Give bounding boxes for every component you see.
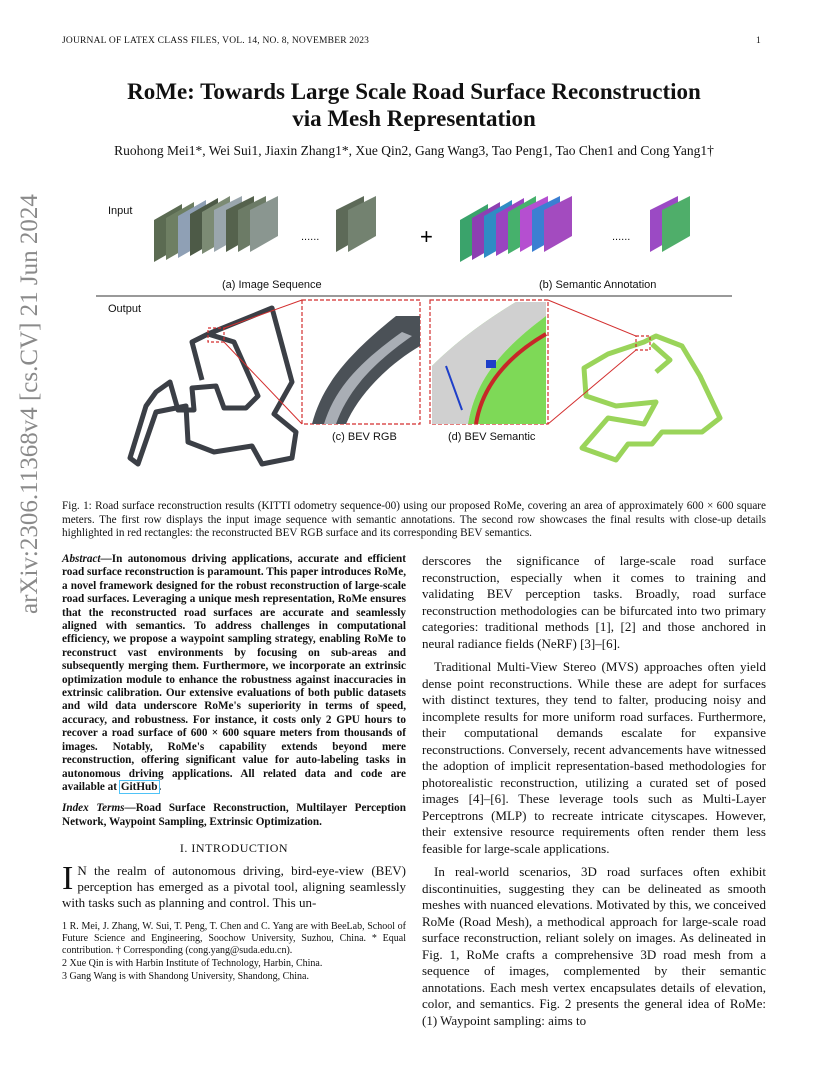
footnotes <box>62 921 406 983</box>
subcaption-c: (c) BEV RGB <box>332 431 397 443</box>
github-link[interactable]: GitHub <box>120 780 158 793</box>
footnote-1: 1 R. Mei, J. Zhang, W. Sui, T. Peng, T. Chen and C. Yang are with BeeLab, School of Future Science and Engineering, Soochow University, Suzhou, China. * Equal contribution. † Corresponding (cong.yang@suda.edu.cn). <box>62 920 406 956</box>
subcaption-a: (a) Image Sequence <box>222 279 322 291</box>
arxiv-stamp: arXiv:2306.11368v4 [cs.CV] 21 Jun 2024 <box>16 194 43 614</box>
subcaption-d: (d) BEV Semantic <box>448 431 536 443</box>
bev-rgb-map <box>130 308 296 464</box>
figure-1-caption: Fig. 1: Road surface reconstruction results (KITTI odometry sequence-00) using our proposed RoMe, covering an area of approximately 600 × 600 square meters. The first row displays the input image sequence with semantic annotations. The second row showcases the final results with close-up details highlighted in red rectangles: the reconstructed BEV RGB surface and its corresponding BEV semantics. <box>62 500 766 539</box>
index-terms-label: Index Terms <box>62 802 125 815</box>
right-paragraph-3: In real-world scenarios, 3D road surfaces often exhibit discontinuities, suggesting they can be delineated as smooth meshes with nuanced elevations. Motivated by this, we conceived RoMe (Road Mesh), a methodical approach for large-scale road surface reconstruction, reliant solely on images. As delineated in Fig. 1, RoMe crafts a comprehensive 3D road mesh from a sequence of images, complemented by their semantic annotations. Each mesh vertex encapsulates details of elevation, color, and semantics. Fig. 2 presents the general idea of RoMe: (1) Waypoint sampling: aims to <box>422 864 766 1028</box>
image-sequence <box>154 196 376 262</box>
semantic-vehicle <box>486 360 496 368</box>
right-paragraph-1: derscores the significance of large-scale road surface reconstruction, especially when it comes to training and validating BEV perception tasks. Broadly, road surface reconstruction methodologies can be bifurcated into two primary categories: traditional methods [1], [2] and those anchored in neural radiance fields (NeRF) [3]–[6]. <box>422 553 766 651</box>
abstract-text: —In autonomous driving applications, accurate and efficient road surface reconstruction is paramount. This paper introduces RoMe, a novel framework designed for the robust reconstruction of large-scale road surfaces. Leveraging a unique mesh representation, RoMe ensures that the reconstructed road surfaces are accurate and seamlessly aligned with semantics. To address challenges in computational efficiency, we propose a waypoint sampling strategy, enabling RoMe to reconstruct vast environments by focusing on sub-areas and subsequently merging them. Furthermore, we incorporate an extrinsic optimization module to enhance the robustness against inaccuracies in extrinsic calibration. Our extensive evaluations of both public datasets and wild data underscore RoMe's superiority in terms of speed, accuracy, and robustness. For instance, it costs only 2 GPU hours to recover a road surface of 600 × 600 square meters from thousands of images. Notably, RoMe's capability extends beyond mere reconstruction, offering significant value for auto-labeling tasks in autonomous driving applications. All related data and code are available at <box>62 553 406 793</box>
semantic-annotations <box>460 196 690 262</box>
intro-text: N the realm of autonomous driving, bird-eye-view (BEV) perception has emerged as a pivotal tool, aligning seamlessly with tasks such as planning and control. This un- <box>62 862 406 910</box>
title-line-2: via Mesh Representation <box>292 106 536 131</box>
paper-title <box>80 78 748 132</box>
right-paragraph-2: Traditional Multi-View Stereo (MVS) approaches often yield dense point reconstructions. While these are adept for surfaces with distinct textures, they tend to falter, producing noisy and incomplete results for more uniform road surfaces. Furthermore, their computational demands escalate for expansive reconstructions. Conversely, recent advancements have witnessed the adoption of implicit representation-based methodologies for photorealistic reconstruction, utilizing a curated set of posed images [4]–[6]. These leverage tools such as Multi-Layer Perceptrons (MLP) to recreate intricate cityscapes. However, their extensive resource requirements often render them less feasible for large-scale applications. <box>422 659 766 856</box>
bev-semantic-map <box>582 336 720 460</box>
left-column <box>62 553 406 984</box>
index-terms <box>62 802 406 829</box>
dots-right: ...... <box>612 231 631 243</box>
rgb-connector-top <box>224 300 302 328</box>
subcaption-b: (b) Semantic Annotation <box>539 279 657 291</box>
author-list: Ruohong Mei1*, Wei Sui1, Jiaxin Zhang1*, Xue Qin2, Gang Wang3, Tao Peng1, Tao Chen1 and Cong Yang1† <box>114 143 714 158</box>
title-line-1: RoMe: Towards Large Scale Road Surface Reconstruction <box>127 79 701 104</box>
right-column <box>422 553 766 1036</box>
abstract <box>62 553 406 794</box>
abstract-end: . <box>158 780 162 793</box>
intro-dropcap: I <box>62 859 74 897</box>
semantic-connector-top <box>548 300 636 336</box>
figure-1 <box>96 196 732 468</box>
page-number: 1 <box>756 36 761 46</box>
footnote-2: 2 Xue Qin is with Harbin Institute of Technology, Harbin, China. <box>62 957 323 969</box>
input-label: Input <box>108 205 133 217</box>
plus-sign: + <box>420 224 433 249</box>
output-label: Output <box>108 303 142 315</box>
section-introduction-title: I. INTRODUCTION <box>179 841 289 856</box>
journal-header: JOURNAL OF LATEX CLASS FILES, VOL. 14, NO. 8, NOVEMBER 2023 <box>62 36 370 46</box>
intro-paragraph <box>62 859 406 911</box>
dots-left: ...... <box>301 231 320 243</box>
footnote-3: 3 Gang Wang is with Shandong University, Shandong, China. <box>62 970 309 982</box>
figure-1-graphic <box>96 196 732 468</box>
abstract-label: Abstract <box>62 553 101 565</box>
index-terms-text: —Road Surface Reconstruction, Multilayer Perception Network, Waypoint Sampling, Extrinsic Optimization. <box>62 802 406 828</box>
